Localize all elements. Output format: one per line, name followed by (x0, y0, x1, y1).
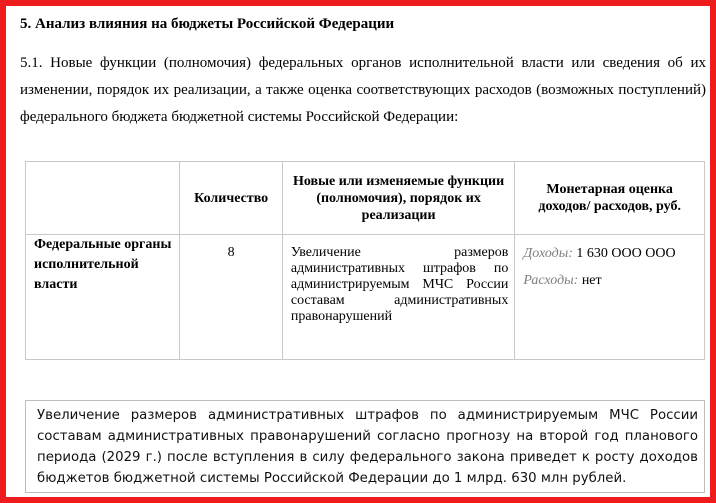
expense-line (523, 272, 698, 290)
income-value: 1 630 ООО ООО (576, 246, 676, 261)
header-quantity: Количество (180, 162, 282, 235)
row-function-text: Увеличение размеров административных штрафов по администрируемым МЧС России составам административных правонарушений (282, 235, 514, 360)
table-header-row (26, 162, 705, 235)
expense-value: нет (581, 273, 602, 288)
header-functions: Новые или изменяемые функции (полномочия), порядок их реализации (282, 162, 514, 235)
row-monetary-estimate (515, 235, 705, 360)
expense-label: Расходы: (523, 273, 579, 288)
row-quantity: 8 (180, 235, 282, 360)
income-line (523, 245, 698, 263)
income-label: Доходы: (523, 246, 573, 261)
budget-impact-table (25, 161, 705, 360)
header-monetary-estimate: Монетарная оценка доходов/ расходов, руб. (515, 162, 705, 235)
explanatory-note: Увеличение размеров административных штрафов по администрируемым МЧС России составам административных правонарушений согласно прогнозу на второй год планового периода (2029 г.) после вступления в силу федерального закона приведет к росту доходов бюджетов бюджетной системы Российской Федерации до 1 млрд. 630 млн рублей. (25, 400, 705, 493)
row-label: Федеральные органы исполнительной власти (26, 235, 180, 360)
intro-paragraph: 5.1. Новые функции (полномочия) федеральных органов исполнительной власти или сведения об их изменении, порядок их реализации, а также оценка соответствующих расходов (возможных поступлений) федерального бюджета бюджетной системы Российской Федерации: (20, 55, 706, 125)
header-empty-cell (26, 162, 180, 235)
table-row (26, 235, 705, 360)
section-heading: 5. Анализ влияния на бюджеты Российской Федерации (20, 16, 395, 32)
